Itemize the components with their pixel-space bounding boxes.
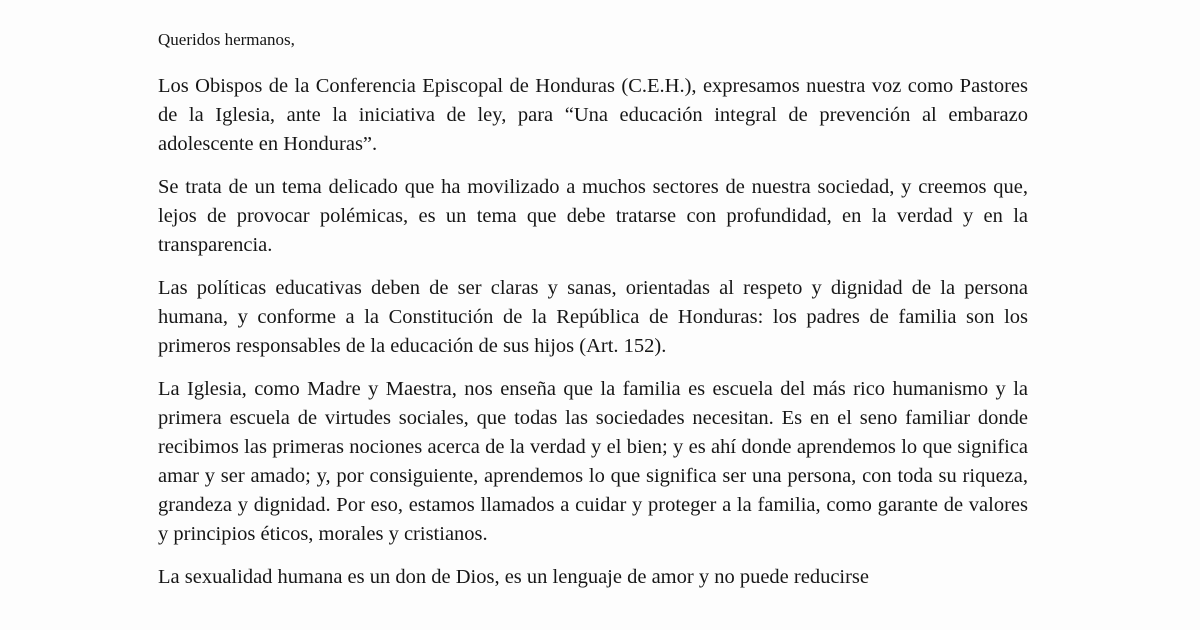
paragraph-church-family: La Iglesia, como Madre y Maestra, nos enseña que la familia es escuela del más rico humanismo y la primera escuela de virtudes sociales, que todas las sociedades necesitan. Es en el seno familiar donde recibimos las primeras nociones acerca de la verdad y el bien; y es ahí donde aprendemos lo que significa amar y ser amado; y, por consiguiente, aprendemos lo que significa ser una persona, con toda su riqueza, grandeza y dignidad. Por eso, estamos llamados a cuidar y proteger a la familia, como garante de valores y principios éticos, morales y cristianos. [158,378,1028,545]
paragraph-intro: Los Obispos de la Conferencia Episcopal de Honduras (C.E.H.), expresamos nuestra voz como Pastores de la Iglesia, ante la iniciativa de ley, para “Una educación integral de prevención al embarazo adolescente en Honduras”. [158,75,1028,155]
paragraph-delicate-topic: Se trata de un tema delicado que ha movilizado a muchos sectores de nuestra sociedad, y creemos que, lejos de provocar polémicas, es un tema que debe tratarse con profundidad, en la verdad y en la transparencia. [158,176,1028,256]
paragraph-human-sexuality: La sexualidad humana es un don de Dios, es un lenguaje de amor y no puede reducirse [158,566,870,588]
letter-body [158,28,1028,606]
salutation: Queridos hermanos, [158,30,295,49]
paragraph-educational-policies: Las políticas educativas deben de ser claras y sanas, orientadas al respeto y dignidad de la persona humana, y conforme a la Constitución de la República de Honduras: los padres de familia son los primeros responsables de la educación de sus hijos (Art. 152). [158,277,1028,357]
